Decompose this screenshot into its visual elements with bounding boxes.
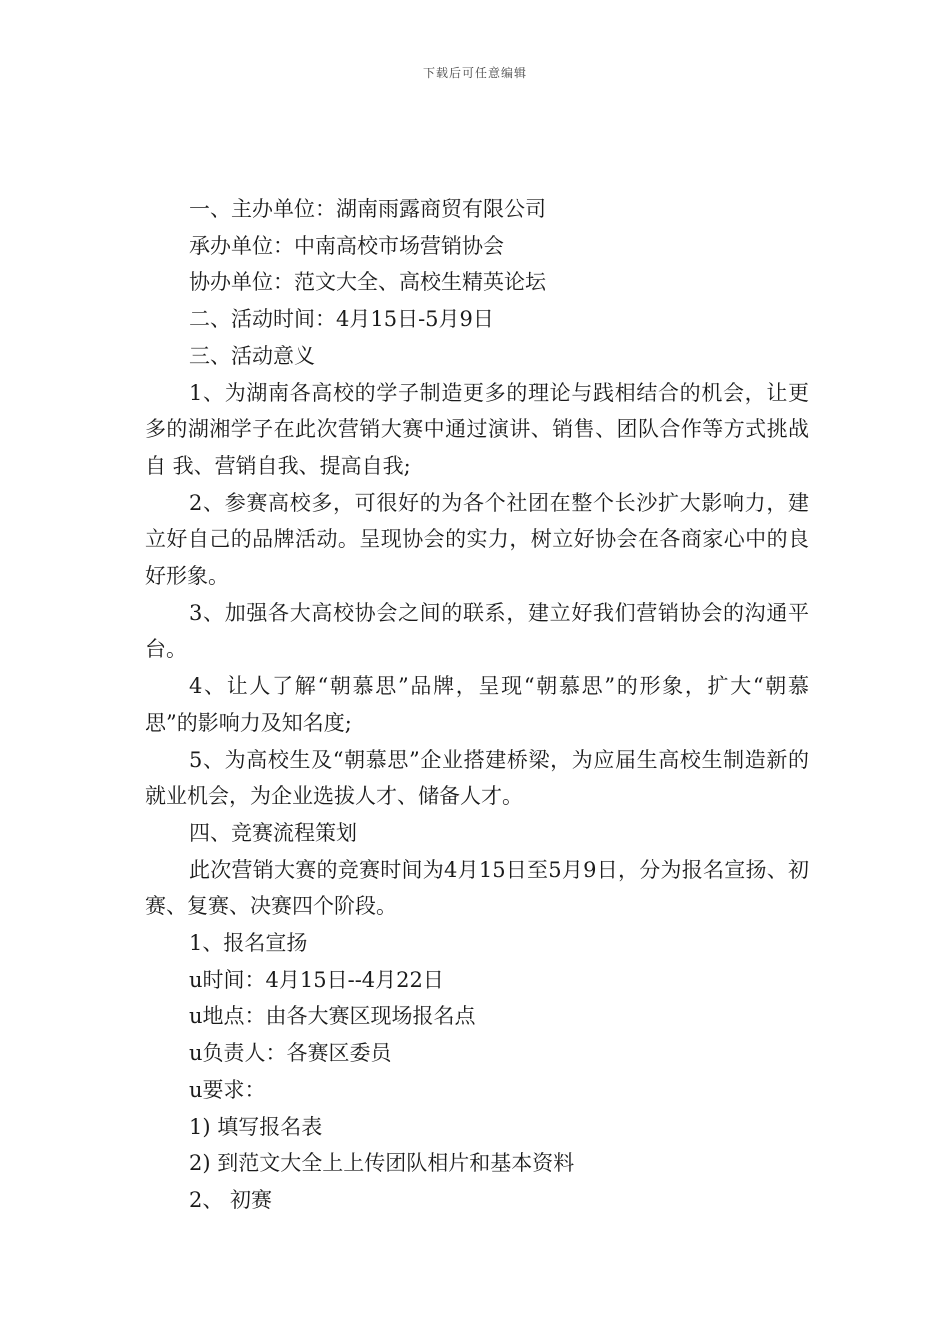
item-registration-location: u地点：由各大赛区现场报名点 (189, 1004, 476, 1029)
heading-preliminary: 2、 初赛 (189, 1187, 273, 1212)
heading-registration: 1、报名宣扬 (189, 931, 308, 956)
item-registration-requirements: u要求： (189, 1077, 266, 1102)
paragraph-undertaker: 承办单位：中南高校市场营销协会 (189, 233, 504, 258)
paragraph-co-organizer: 协办单位：范文大全、高校生精英论坛 (189, 270, 546, 295)
document-body (145, 191, 809, 1219)
paragraph-significance-3: 3、加强各大高校协会之间的联系，建立好我们营销协会的沟通平台。 (145, 600, 809, 662)
requirement-1: 1) 填写报名表 (189, 1114, 323, 1139)
paragraph-significance-4: 4、让人了解“朝慕思”品牌，呈现“朝慕思”的形象，扩大“朝慕思”的影响力及知名度; (145, 674, 809, 735)
item-registration-time: u时间：4月15日--4月22日 (189, 967, 444, 992)
paragraph-significance-5: 5、为高校生及“朝慕思”企业搭建桥梁，为应届生高校生制造新的就业机会，为企业选拔人才、储备人才。 (145, 747, 809, 809)
paragraph-activity-time: 二、活动时间：4月15日-5月9日 (189, 307, 494, 332)
page-header: 下载后可任意编辑 (422, 66, 527, 80)
heading-activity-significance: 三、活动意义 (189, 343, 315, 368)
heading-competition-process: 四、竞赛流程策划 (189, 820, 357, 845)
paragraph-competition-overview: 此次营销大赛的竞赛时间为4月15日至5月9日，分为报名宣扬、初赛、复赛、决赛四个阶段。 (145, 857, 809, 919)
requirement-2: 2) 到范文大全上上传团队相片和基本资料 (189, 1151, 575, 1176)
paragraph-significance-2: 2、参赛高校多，可很好的为各个社团在整个长沙扩大影响力，建立好自己的品牌活动。呈现协会的实力，树立好协会在各商家心中的良好形象。 (145, 490, 809, 589)
paragraph-significance-1: 1、为湖南各高校的学子制造更多的理论与践相结合的机会，让更多的湖湘学子在此次营销大赛中通过演讲、销售、团队合作等方式挑战自 我、营销自我、提高自我; (145, 380, 809, 478)
item-registration-owner: u负责人：各赛区委员 (189, 1041, 392, 1066)
paragraph-organizer: 一、主办单位：湖南雨露商贸有限公司 (189, 197, 546, 221)
